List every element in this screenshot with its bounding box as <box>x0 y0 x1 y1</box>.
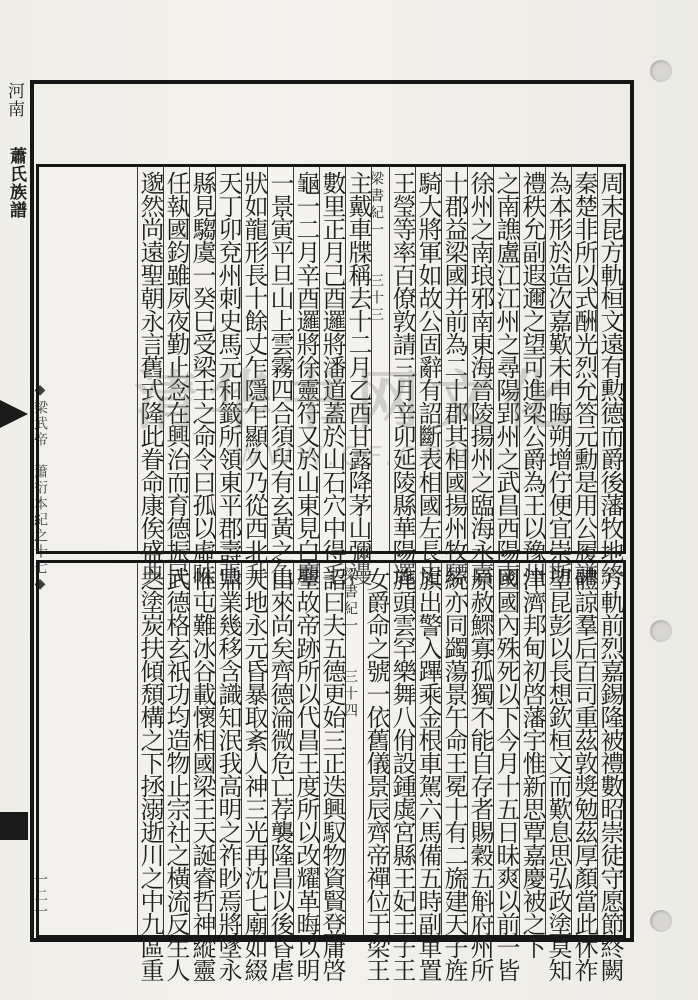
binding-hole <box>650 910 672 932</box>
text-column: 望昆彭以長想欽桓文而歎息思弘政塗莫知 <box>545 563 571 935</box>
fishtail-marker-icon <box>0 400 28 428</box>
watermark-url: WWW.QF.COM <box>234 442 478 472</box>
column-header: 梁書紀一 三十四 <box>345 563 363 935</box>
chapter-label: ◆梁武帝 蕭衍本紀之十七◆ <box>32 382 48 594</box>
text-column: 徐州之南琅邪南東海晉陵揚州之臨海永嘉 <box>467 167 493 551</box>
text-column: 為本形於造次嘉歎未申晦朔增佇便宜崇斯 <box>545 167 571 551</box>
page-number: 一二一 <box>32 872 48 920</box>
text-column: 王瑩等率百僚敦請三月辛卯延陵縣華陽邏 <box>389 167 415 551</box>
text-column: 天丁卯兗州刺史馬元和籤所領東平郡壽張 <box>215 167 241 551</box>
text-column: 惟屯難冰谷載懷相國梁王天誕睿哲神縱靈 <box>189 563 215 935</box>
text-column: 任執國鈞雖夙夜勤止念在興治而育德振民 <box>163 167 189 551</box>
text-column: 縣見騶虞一癸巳受梁王之命令曰孤以虛昧 <box>189 167 215 551</box>
text-column: 周末昆方軌桓文遠有勲德而爵後藩牧地終 <box>597 167 623 551</box>
upper-text-block <box>36 164 626 585</box>
lower-columns <box>39 563 624 981</box>
fishtail-bottom-icon <box>0 812 28 840</box>
text-column: 津濟邦甸初啓藩宇惟新思覃嘉慶被之下 <box>519 563 545 935</box>
text-column: 方軌前烈嘉錫隆被禮數昭崇徒守愿節終闕 <box>597 563 623 935</box>
text-column: 體諒羣后百司重茲敦獎勉茲厚顏當此休祚 <box>571 563 597 935</box>
text-column: 由來尚矣齊德淪微危亡荐襲隆昌以後昏虐 <box>267 563 293 935</box>
text-column: 龜一二月辛酉邏將徐靈符又於山東見白麞 <box>293 167 319 551</box>
text-column: 國國內殊死以下今月十五日昧爽以前一皆 <box>493 563 519 935</box>
binding-hole <box>650 620 672 642</box>
province-label: 河南 <box>4 82 24 118</box>
text-column: 詔曰夫五德更始三正迭興馭物資賢登庸啓 <box>319 563 345 935</box>
text-column: 武德格玄祇功均造物止宗社之橫流反生人 <box>163 563 189 935</box>
text-column: 主戴車牒稱去十二月乙酉甘露降茅山彌漫 <box>345 167 371 551</box>
text-column: 統亦同蠲蕩景午命王冕十有二旒建天子旌 <box>441 563 467 935</box>
text-column: 邈然尚遠聖朝永言舊式隆此眷命康俟盛典 <box>137 167 163 551</box>
text-column: 十郡益梁國并前為二十郡其相國揚州牧驃 <box>441 167 467 551</box>
text-column: 原赦鰥寡孤獨不能自存者賜穀五斛府州所 <box>467 563 493 935</box>
text-column: 數里正月己酉邏將潘道蓋於山石穴中得毛 <box>319 167 345 551</box>
binding-hole <box>650 60 672 82</box>
column-header: 梁書紀一 三十三 <box>371 167 389 551</box>
text-column: 女爵命之號一依舊儀景辰齊帝禪位于梁王 <box>363 563 389 935</box>
text-column: 禮秩允副遐邇之望可進梁公爵為王以豫州 <box>519 167 545 551</box>
text-column: 之塗炭扶傾頹構之下拯溺逝川之中九區重 <box>137 563 163 935</box>
text-column: 鼎業幾移含識知泯我高明之祚眇焉將墜永 <box>215 563 241 935</box>
lower-text-block <box>36 560 626 981</box>
text-column: 天地永元昏暴取紊人神三光再沈七廟如綴 <box>241 563 267 935</box>
book-title: 蕭氏族譜 <box>6 147 26 219</box>
text-column: 旄頭雲罕樂舞八佾設鍾虡宮縣王妃王子王 <box>389 563 415 935</box>
text-column: 一景寅平旦山上雲霧四合須臾有玄黃之色 <box>267 167 293 551</box>
text-column: 聖故帝跡所以代昌王度所以改耀革晦以明 <box>293 563 319 935</box>
text-column: 之南譙盧江江州之尋陽郢州之武昌西陽南 <box>493 167 519 551</box>
text-column: 秦楚非所以式酬光烈允答元勳是用公履謙 <box>571 167 597 551</box>
watermark-text: 清华书网文化 <box>134 365 578 439</box>
text-column: 狀如龍形長十餘丈乍隱乍顯久乃從西北升 <box>241 167 267 551</box>
text-column: 騎大將軍如故公固辭有詔斷表相國左長史 <box>415 167 441 551</box>
text-column: 旗出警入蹕乘金根車駕六馬備五時副車置 <box>415 563 441 935</box>
